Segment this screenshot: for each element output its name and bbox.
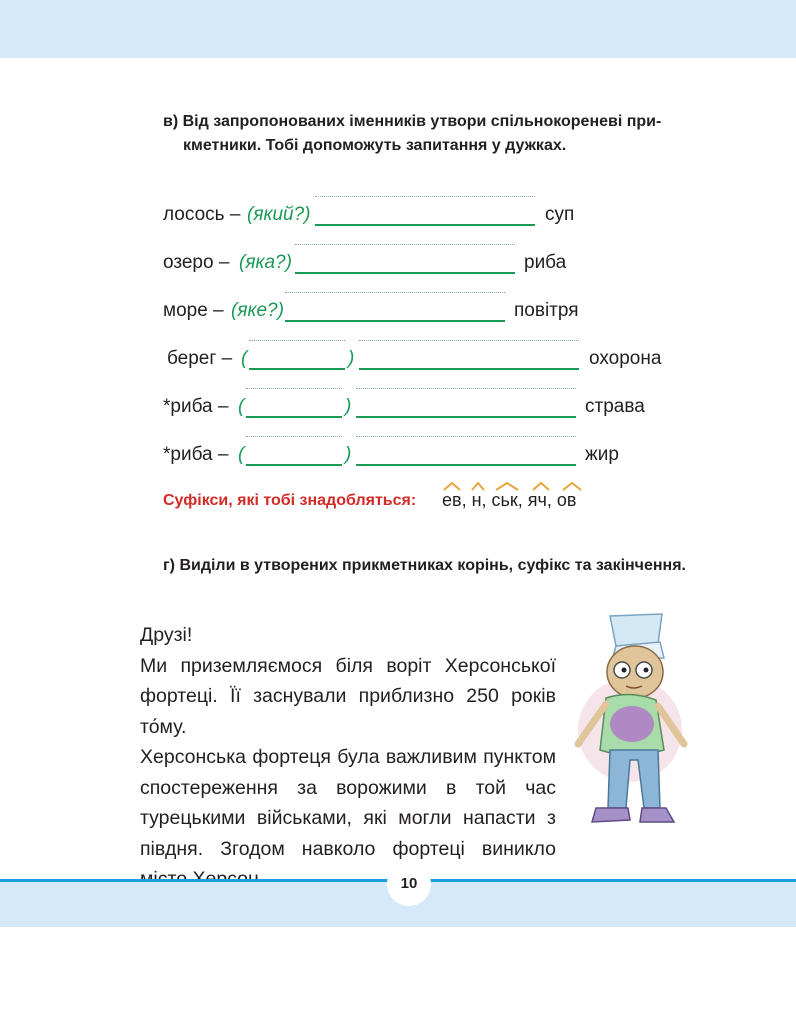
dotted-guide: [249, 340, 345, 341]
answer-line[interactable]: [356, 464, 576, 466]
question-hint: (який?): [247, 204, 311, 225]
task-g-instruction: г) Виділи в утворених прикметниках корінь, суфікс та закінчення.: [163, 557, 686, 574]
answer-line[interactable]: [295, 272, 515, 274]
answer-line[interactable]: [356, 416, 576, 418]
story-paragraph: Ми приземляємося біля воріт Херсонської фортеці. Її заснували приблизно 250 років то́му.: [140, 654, 556, 738]
target-noun: риба: [524, 252, 567, 273]
task-v-line-2: кметники. Тобі допоможуть запитання у дужках.: [183, 137, 567, 154]
suffix-answer-line[interactable]: [246, 416, 342, 418]
story-greeting: Друзі!: [140, 624, 193, 646]
target-noun: суп: [545, 204, 575, 225]
dotted-guide: [359, 340, 579, 341]
boy-character-illustration: [560, 612, 710, 834]
suffix-arc: [444, 483, 460, 490]
question-hint: (яке?): [231, 300, 284, 321]
close-paren: ): [345, 444, 352, 465]
suffix-answer-line[interactable]: [246, 464, 342, 466]
suffix-arc: [496, 483, 518, 490]
noun: лосось –: [163, 204, 241, 225]
close-paren: ): [345, 396, 352, 417]
page-number: 10: [387, 862, 431, 906]
dotted-guide: [246, 436, 342, 437]
suffix-arc: [563, 483, 581, 490]
noun: море –: [163, 300, 224, 321]
story-text: [116, 620, 556, 895]
task-v-line-1: в) Від запропонованих іменників утвори спільнокореневі при-: [163, 113, 662, 130]
task-v-instruction: [163, 110, 723, 158]
target-noun: охорона: [589, 348, 662, 369]
dotted-guide: [356, 388, 576, 389]
dotted-guide: [285, 292, 505, 293]
open-paren: (: [238, 444, 245, 465]
target-noun: повітря: [514, 300, 579, 321]
open-paren: (: [241, 348, 248, 369]
dotted-guide: [356, 436, 576, 437]
suffix-arc: [472, 483, 484, 490]
open-paren: (: [238, 396, 245, 417]
suffix-answer-line[interactable]: [249, 368, 345, 370]
answer-line[interactable]: [359, 368, 579, 370]
suffix-list: ев, н, ськ, яч, ов: [442, 490, 577, 510]
answer-line[interactable]: [315, 224, 535, 226]
answer-line[interactable]: [285, 320, 505, 322]
noun: озеро –: [163, 252, 230, 273]
target-noun: жир: [585, 444, 619, 465]
noun: берег –: [167, 348, 233, 369]
target-noun: страва: [585, 396, 645, 417]
suffix-arc: [533, 483, 549, 490]
question-hint: (яка?): [239, 252, 292, 273]
story-paragraph: Херсонська фортеця була важливим пунктом спостереження за ворожими в той час турецькими військами, які могли напасти з півдня. Згодом навколо фортеці виникло: [140, 746, 556, 860]
dotted-guide: [315, 196, 535, 197]
suffixes-label: Суфікси, які тобі знадобляться:: [163, 492, 417, 509]
dotted-guide: [246, 388, 342, 389]
header-band: [0, 0, 796, 58]
dotted-guide: [295, 244, 515, 245]
noun: *риба –: [163, 444, 229, 465]
noun: *риба –: [163, 396, 229, 417]
close-paren: ): [348, 348, 355, 369]
